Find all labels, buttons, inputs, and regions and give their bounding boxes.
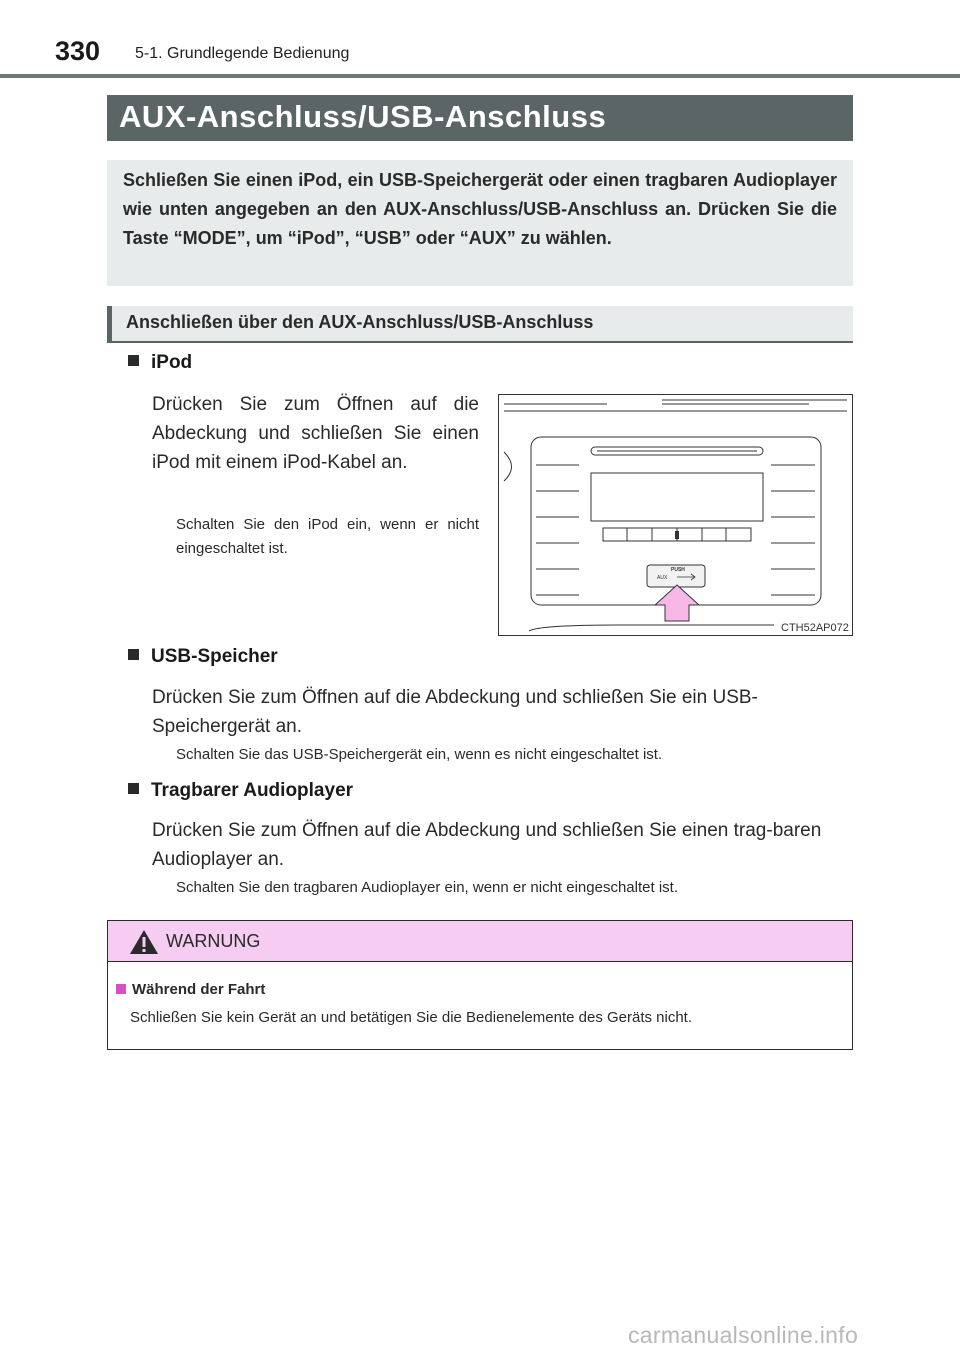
running-head: 5-1. Grundlegende Bedienung xyxy=(135,45,350,62)
watermark: carmanualsonline.info xyxy=(628,1322,859,1348)
item-title-portable-player: Tragbarer Audioplayer xyxy=(128,780,353,802)
aux-label: AUX xyxy=(657,575,668,581)
header-rule xyxy=(0,74,960,78)
figure-code: CTH52AP072 xyxy=(781,622,849,634)
push-label: PUSH xyxy=(671,567,685,573)
section-heading-text: Anschließen über den AUX-Anschluss/USB-Anschluss xyxy=(126,312,594,332)
warning-triangle-icon xyxy=(128,928,160,956)
audio-unit-illustration xyxy=(499,395,854,637)
item-note-ipod: Schalten Sie den iPod ein, wenn er nicht eingeschaltet ist. xyxy=(176,516,479,557)
bullet-square-icon xyxy=(128,355,139,366)
warning-header xyxy=(108,921,852,962)
item-title-ipod: iPod xyxy=(128,352,192,374)
bullet-square-icon xyxy=(128,649,139,660)
pointer-arrow-icon xyxy=(655,585,699,621)
item-text-usb: Drücken Sie zum Öffnen auf die Abdeckung und schließen Sie ein USB-Speichergerät an. xyxy=(152,687,758,737)
page-title: AUX-Anschluss/USB-Anschluss xyxy=(119,99,607,134)
warning-box xyxy=(107,920,853,1050)
warning-subheading: Während der Fahrt xyxy=(116,981,265,998)
section-heading xyxy=(107,306,853,343)
bullet-square-icon xyxy=(116,984,126,994)
item-text-ipod: Drücken Sie zum Öffnen auf die Abdeckung und schließen Sie einen iPod mit einem iPod-Kabel an. xyxy=(152,394,479,473)
page-number: 330 xyxy=(55,36,101,66)
intro-box xyxy=(107,160,853,286)
item-title-usb: USB-Speicher xyxy=(128,646,278,668)
bullet-square-icon xyxy=(128,783,139,794)
item-note-usb: Schalten Sie das USB-Speichergerät ein, wenn es nicht eingeschaltet ist. xyxy=(176,746,663,763)
title-bar xyxy=(107,95,853,141)
warning-text: Schließen Sie kein Gerät an und betätigen Sie die Bedienelemente des Geräts nicht. xyxy=(130,1009,693,1026)
intro-text: Schließen Sie einen iPod, ein USB-Speichergerät oder einen tragbaren Audioplayer wie unten angegeben an den AUX-Anschluss/USB-Anschluss an. Drücken Sie die Taste “MODE”, um “iPod”, “USB” oder “AUX” zu wählen. xyxy=(123,170,837,248)
warning-heading: WARNUNG xyxy=(166,931,261,951)
audio-unit-figure xyxy=(498,394,853,636)
item-note-portable-player: Schalten Sie den tragbaren Audioplayer ein, wenn er nicht eingeschaltet ist. xyxy=(176,879,678,896)
item-text-portable-player: Drücken Sie zum Öffnen auf die Abdeckung und schließen Sie einen trag-baren Audioplayer an. xyxy=(152,820,822,870)
